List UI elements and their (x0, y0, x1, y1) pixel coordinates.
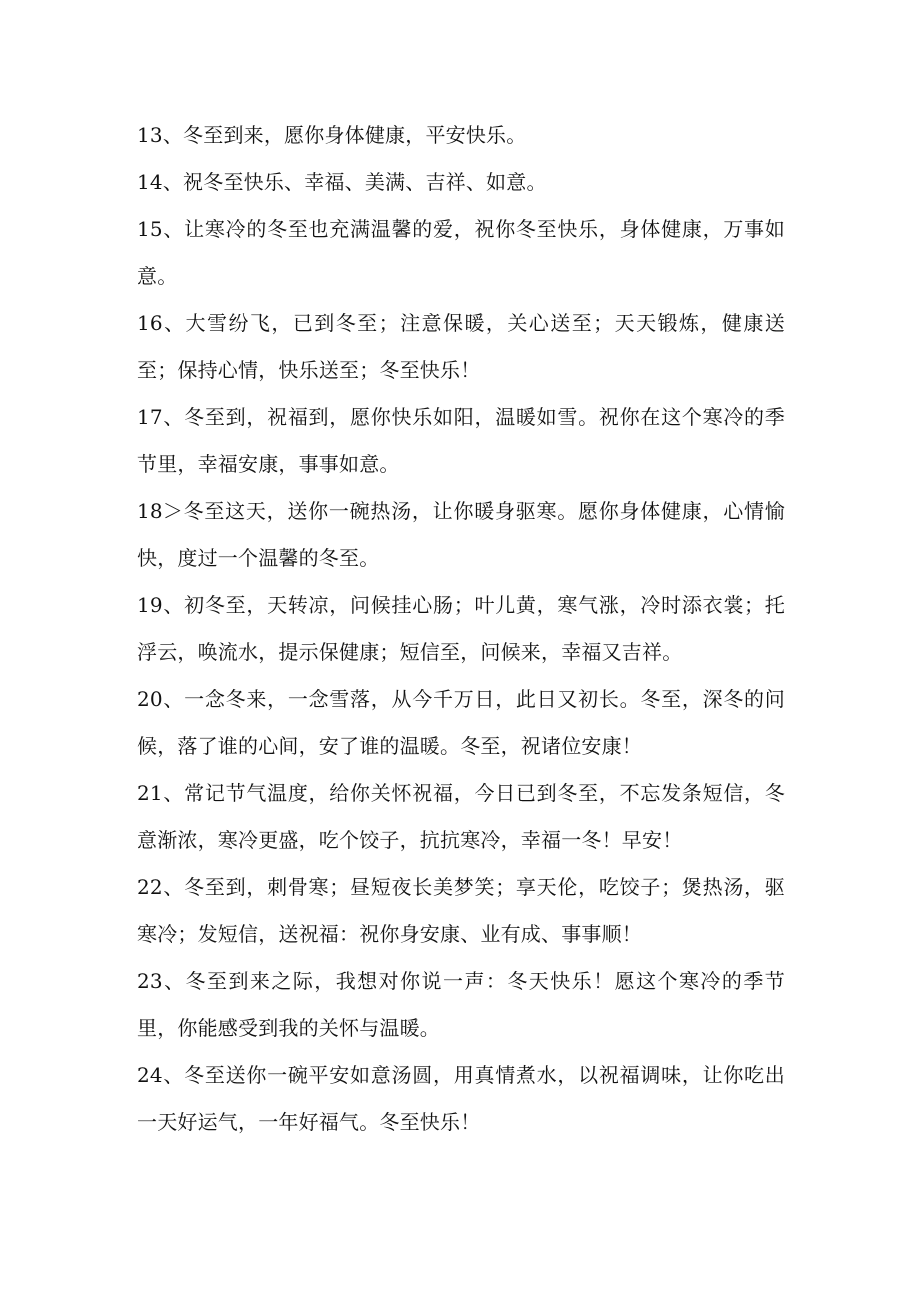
greeting-item-16: 16、大雪纷飞，已到冬至；注意保暖，关心送至；天天锻炼，健康送至；保持心情，快乐送至；冬至快乐！ (137, 311, 785, 382)
greeting-item-21: 21、常记节气温度，给你关怀祝福，今日已到冬至，不忘发条短信，冬意渐浓，寒冷更盛，吃个饺子，抗抗寒冷，幸福一冬！早安！ (137, 781, 785, 852)
greeting-item-15: 15、让寒冷的冬至也充满温馨的爱，祝你冬至快乐，身体健康，万事如意。 (137, 217, 785, 288)
greeting-item-24: 24、冬至送你一碗平安如意汤圆，用真情煮水，以祝福调味，让你吃出一天好运气，一年好福气。冬至快乐！ (137, 1063, 785, 1134)
greeting-item-17: 17、冬至到，祝福到，愿你快乐如阳，温暖如雪。祝你在这个寒冷的季节里，幸福安康，事事如意。 (137, 405, 785, 476)
greeting-item-20: 20、一念冬来，一念雪落，从今千万日，此日又初长。冬至，深冬的问候，落了谁的心间，安了谁的温暖。冬至，祝诸位安康！ (137, 687, 785, 758)
document-page (137, 112, 785, 1146)
greeting-item-23: 23、冬至到来之际，我想对你说一声：冬天快乐！愿这个寒冷的季节里，你能感受到我的关怀与温暖。 (137, 969, 785, 1040)
greeting-item-22: 22、冬至到，刺骨寒；昼短夜长美梦笑；享天伦，吃饺子；煲热汤，驱寒冷；发短信，送祝福：祝你身安康、业有成、事事顺！ (137, 875, 785, 946)
greeting-item-13: 13、冬至到来，愿你身体健康，平安快乐。 (137, 123, 527, 147)
greeting-item-18: 18＞冬至这天，送你一碗热汤，让你暖身驱寒。愿你身体健康，心情愉快，度过一个温馨的冬至。 (137, 499, 785, 570)
greeting-item-14: 14、祝冬至快乐、幸福、美满、吉祥、如意。 (137, 170, 547, 194)
greeting-item-19: 19、初冬至，天转凉，问候挂心肠；叶儿黄，寒气涨，冷时添衣裳；托浮云，唤流水，提示保健康；短信至，问候来，幸福又吉祥。 (137, 593, 785, 664)
